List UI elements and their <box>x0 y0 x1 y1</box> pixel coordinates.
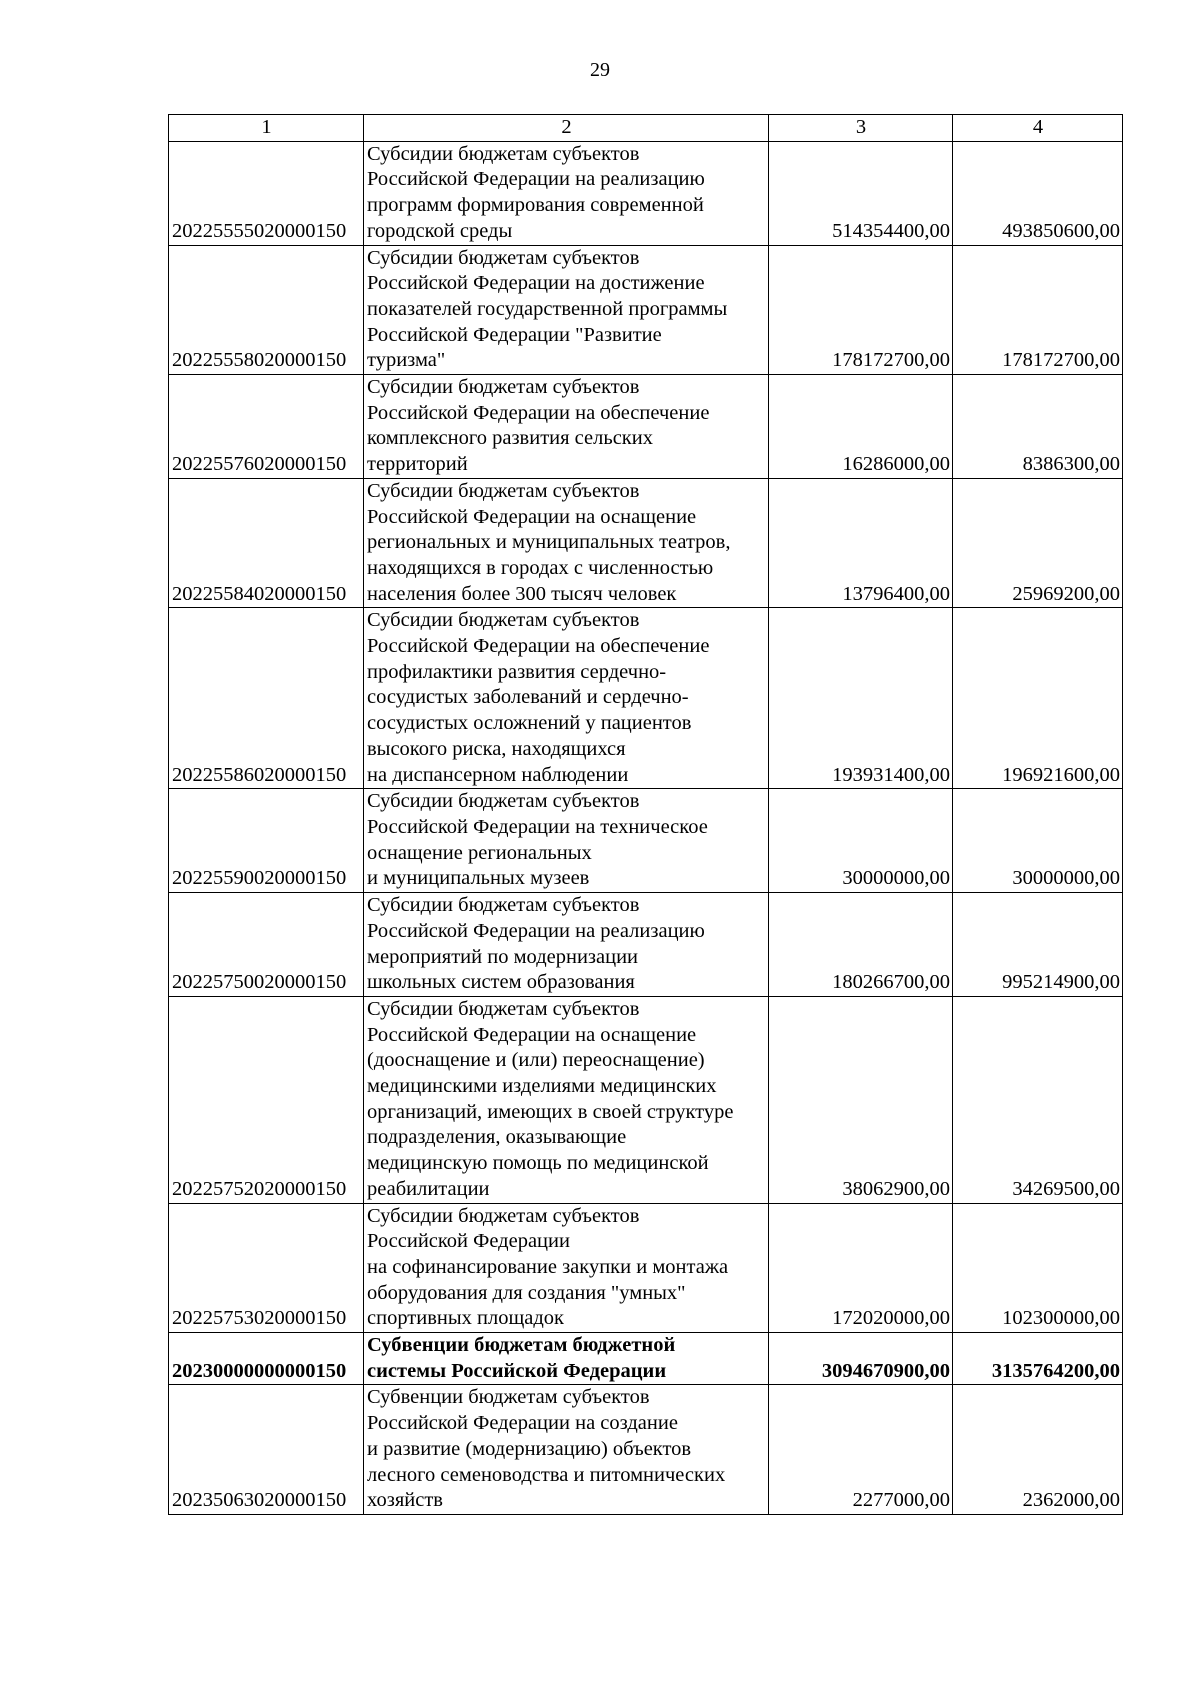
budget-code-cell: 20225752020000150 <box>169 996 364 1203</box>
amount-col4-cell: 3135764200,00 <box>953 1333 1123 1385</box>
amount-col3-cell: 193931400,00 <box>769 608 953 789</box>
description-line: Российской Федерации на обеспечение <box>367 635 710 658</box>
amount-col4-cell: 2362000,00 <box>953 1385 1123 1515</box>
description-line: Российской Федерации на реализацию <box>367 919 705 942</box>
amount-col3-cell: 514354400,00 <box>769 141 953 245</box>
description-line: профилактики развития сердечно- <box>367 660 667 683</box>
description-line: территорий <box>367 453 468 476</box>
table-row <box>169 1333 1123 1385</box>
description-line: Российской Федерации на оснащение <box>367 505 697 528</box>
budget-code-cell: 20225584020000150 <box>169 478 364 608</box>
amount-col4-cell: 8386300,00 <box>953 375 1123 479</box>
description-line: населения более 300 тысяч человек <box>367 582 677 605</box>
description-cell <box>364 996 769 1203</box>
budget-code-cell: 20225590020000150 <box>169 789 364 893</box>
description-line: лесного семеноводства и питомнических <box>367 1463 726 1486</box>
description-cell <box>364 608 769 789</box>
table-row <box>169 996 1123 1203</box>
table-row <box>169 608 1123 789</box>
description-line: показателей государственной программы <box>367 297 728 320</box>
description-cell <box>364 1203 769 1333</box>
description-line: и муниципальных музеев <box>367 867 590 890</box>
description-cell <box>364 893 769 997</box>
description-line: сосудистых осложнений у пациентов <box>367 712 692 735</box>
budget-code-cell: 20225555020000150 <box>169 141 364 245</box>
description-line: оснащение региональных <box>367 841 592 864</box>
description-line: школьных систем образования <box>367 971 635 994</box>
amount-col4-cell: 102300000,00 <box>953 1203 1123 1333</box>
description-line: оборудования для создания "умных" <box>367 1281 686 1304</box>
description-line: Субсидии бюджетам субъектов <box>367 376 640 399</box>
budget-code-cell: 20225576020000150 <box>169 375 364 479</box>
description-line: Российской Федерации "Развитие <box>367 323 662 346</box>
table-row <box>169 478 1123 608</box>
description-line: и развитие (модернизацию) объектов <box>367 1437 692 1460</box>
budget-revenue-table <box>168 114 1123 1515</box>
description-cell <box>364 375 769 479</box>
description-line: спортивных площадок <box>367 1307 565 1330</box>
description-line: Российской Федерации на техническое <box>367 815 708 838</box>
description-line: региональных и муниципальных театров, <box>367 531 731 554</box>
description-cell <box>364 141 769 245</box>
description-cell <box>364 245 769 375</box>
description-line: медицинскую помощь по медицинской <box>367 1152 709 1175</box>
budget-code-cell: 20225558020000150 <box>169 245 364 375</box>
budget-code-cell: 20235063020000150 <box>169 1385 364 1515</box>
budget-code-cell: 20225753020000150 <box>169 1203 364 1333</box>
amount-col3-cell: 180266700,00 <box>769 893 953 997</box>
amount-col3-cell: 13796400,00 <box>769 478 953 608</box>
description-line: программ формирования современной <box>367 194 704 217</box>
column-header-4: 4 <box>953 115 1123 142</box>
amount-col4-cell: 178172700,00 <box>953 245 1123 375</box>
budget-code-cell: 20230000000000150 <box>169 1333 364 1385</box>
description-line: комплексного развития сельских <box>367 427 653 450</box>
table-row <box>169 893 1123 997</box>
description-line: Субвенции бюджетам субъектов <box>367 1386 650 1409</box>
column-number-header-row <box>169 115 1123 142</box>
amount-col3-cell: 30000000,00 <box>769 789 953 893</box>
description-line: медицинскими изделиями медицинских <box>367 1075 717 1098</box>
amount-col3-cell: 178172700,00 <box>769 245 953 375</box>
description-line: Субсидии бюджетам субъектов <box>367 246 640 269</box>
description-line: Субсидии бюджетам субъектов <box>367 790 640 813</box>
column-header-2: 2 <box>364 115 769 142</box>
amount-col3-cell: 38062900,00 <box>769 996 953 1203</box>
description-line: Субвенции бюджетам бюджетной <box>367 1334 676 1357</box>
description-line: на софинансирование закупки и монтажа <box>367 1255 729 1278</box>
description-line: Российской Федерации на реализацию <box>367 168 705 191</box>
page-number: 29 <box>590 59 610 81</box>
description-line: подразделения, оказывающие <box>367 1126 627 1149</box>
budget-code-cell: 20225586020000150 <box>169 608 364 789</box>
description-line: организаций, имеющих в своей структуре <box>367 1100 734 1123</box>
description-cell <box>364 478 769 608</box>
column-header-3: 3 <box>769 115 953 142</box>
table-row <box>169 375 1123 479</box>
description-line: сосудистых заболеваний и сердечно- <box>367 686 689 709</box>
amount-col3-cell: 3094670900,00 <box>769 1333 953 1385</box>
amount-col4-cell: 25969200,00 <box>953 478 1123 608</box>
description-line: Российской Федерации на достижение <box>367 272 705 295</box>
description-line: высокого риска, находящихся <box>367 737 626 760</box>
description-line: Российской Федерации на оснащение <box>367 1023 697 1046</box>
budget-code-cell: 20225750020000150 <box>169 893 364 997</box>
amount-col4-cell: 995214900,00 <box>953 893 1123 997</box>
table-body <box>169 141 1123 1514</box>
table-row <box>169 1203 1123 1333</box>
table-row <box>169 789 1123 893</box>
description-line: Субсидии бюджетам субъектов <box>367 997 640 1020</box>
description-line: Субсидии бюджетам субъектов <box>367 142 640 165</box>
description-line: мероприятий по модернизации <box>367 945 639 968</box>
amount-col4-cell: 30000000,00 <box>953 789 1123 893</box>
column-header-1: 1 <box>169 115 364 142</box>
description-line: реабилитации <box>367 1177 490 1200</box>
amount-col3-cell: 2277000,00 <box>769 1385 953 1515</box>
description-line: Субсидии бюджетам субъектов <box>367 609 640 632</box>
description-cell <box>364 1385 769 1515</box>
description-line: Субсидии бюджетам субъектов <box>367 479 640 502</box>
description-line: системы Российской Федерации <box>367 1359 667 1382</box>
description-line: Российской Федерации <box>367 1230 570 1253</box>
description-line: Субсидии бюджетам субъектов <box>367 1204 640 1227</box>
amount-col4-cell: 493850600,00 <box>953 141 1123 245</box>
table-row <box>169 141 1123 245</box>
table-row <box>169 245 1123 375</box>
description-line: (дооснащение и (или) переоснащение) <box>367 1049 705 1072</box>
description-line: Субсидии бюджетам субъектов <box>367 894 640 917</box>
description-line: туризма" <box>367 349 446 372</box>
description-line: на диспансерном наблюдении <box>367 763 629 786</box>
table-row <box>169 1385 1123 1515</box>
description-line: находящихся в городах с численностью <box>367 556 714 579</box>
description-cell <box>364 1333 769 1385</box>
amount-col4-cell: 34269500,00 <box>953 996 1123 1203</box>
description-line: городской среды <box>367 219 513 242</box>
amount-col4-cell: 196921600,00 <box>953 608 1123 789</box>
amount-col3-cell: 172020000,00 <box>769 1203 953 1333</box>
description-line: Российской Федерации на создание <box>367 1412 678 1435</box>
description-line: Российской Федерации на обеспечение <box>367 401 710 424</box>
description-line: хозяйств <box>367 1489 443 1512</box>
description-cell <box>364 789 769 893</box>
amount-col3-cell: 16286000,00 <box>769 375 953 479</box>
